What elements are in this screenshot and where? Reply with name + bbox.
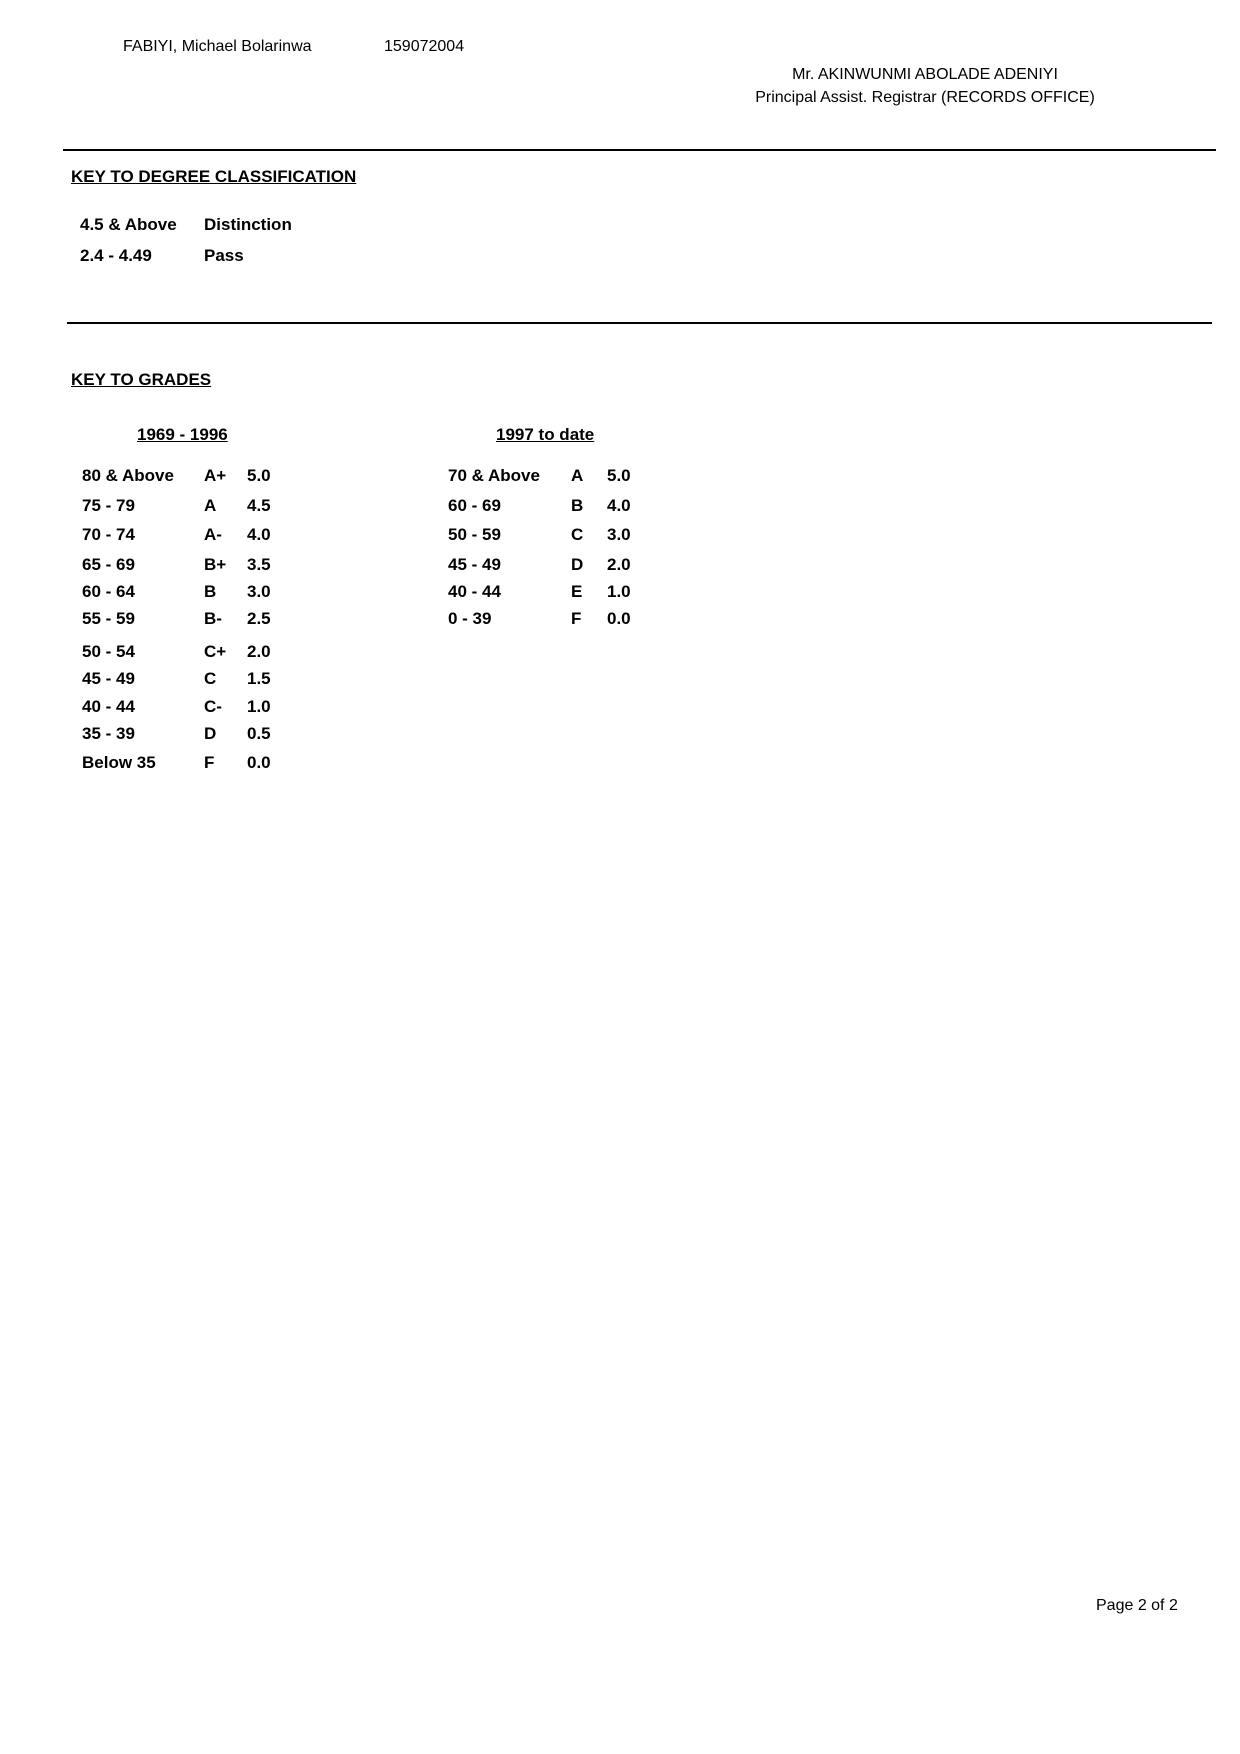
grade-letter: E [571,582,583,601]
grade-range: 70 & Above [448,466,540,485]
grade-range: 35 - 39 [82,724,135,743]
grades-heading: KEY TO GRADES [71,370,212,389]
grade-range: 60 - 69 [448,496,501,515]
grade-range: 0 - 39 [448,609,492,628]
degree-classification-heading: KEY TO DEGREE CLASSIFICATION [71,167,357,186]
grade-point: 0.5 [247,724,271,743]
grade-letter: A [571,466,584,485]
grade-letter: B [204,582,217,601]
grade-point: 1.5 [247,669,271,688]
matric-number: 159072004 [384,38,465,55]
top-divider [63,149,1216,151]
grade-range: 40 - 44 [82,697,135,716]
grade-letter: A- [204,525,222,544]
grade-letter: C [204,669,217,688]
grade-letter: B- [204,609,222,628]
grade-point: 3.5 [247,555,271,574]
grade-point: 4.0 [607,496,631,515]
grade-range: 50 - 59 [448,525,501,544]
grade-letter: C [571,525,584,544]
registrar-title: Principal Assist. Registrar (RECORDS OFFICE) [755,89,1095,106]
grade-letter: F [571,609,582,628]
grade-point: 2.5 [247,609,271,628]
grade-range: 50 - 54 [82,642,135,661]
grade-range: 80 & Above [82,466,174,485]
grade-range: 60 - 64 [82,582,135,601]
degree-range: 2.4 - 4.49 [80,246,152,265]
grade-letter: B [571,496,584,515]
grade-point: 1.0 [247,697,271,716]
grade-point: 0.0 [247,753,271,772]
grade-range: 45 - 49 [448,555,501,574]
grade-point: 4.5 [247,496,271,515]
grade-letter: D [204,724,217,743]
grade-letter: C+ [204,642,227,661]
grade-point: 0.0 [607,609,631,628]
grade-point: 2.0 [607,555,631,574]
degree-class: Pass [204,246,244,265]
grade-point: 1.0 [607,582,631,601]
degree-range: 4.5 & Above [80,215,177,234]
grade-range: 40 - 44 [448,582,501,601]
grade-point: 5.0 [607,466,631,485]
grade-point: 3.0 [247,582,271,601]
grade-range: 45 - 49 [82,669,135,688]
grade-letter: A+ [204,466,227,485]
grade-range: Below 35 [82,753,156,772]
grade-letter: F [204,753,215,772]
grade-range: 55 - 59 [82,609,135,628]
grade-point: 5.0 [247,466,271,485]
grade-range: 65 - 69 [82,555,135,574]
middle-divider [67,322,1212,324]
grade-letter: C- [204,697,222,716]
new-scheme-title: 1997 to date [496,425,595,444]
grade-point: 4.0 [247,525,271,544]
grade-letter: B+ [204,555,227,574]
grade-range: 70 - 74 [82,525,135,544]
grade-letter: D [571,555,584,574]
page-number: Page 2 of 2 [1096,1597,1178,1614]
grade-range: 75 - 79 [82,496,135,515]
grade-point: 2.0 [247,642,271,661]
degree-class: Distinction [204,215,292,234]
student-name: FABIYI, Michael Bolarinwa [123,38,312,55]
grade-letter: A [204,496,217,515]
grade-point: 3.0 [607,525,631,544]
old-scheme-title: 1969 - 1996 [137,425,228,444]
registrar-name: Mr. AKINWUNMI ABOLADE ADENIYI [792,66,1058,83]
